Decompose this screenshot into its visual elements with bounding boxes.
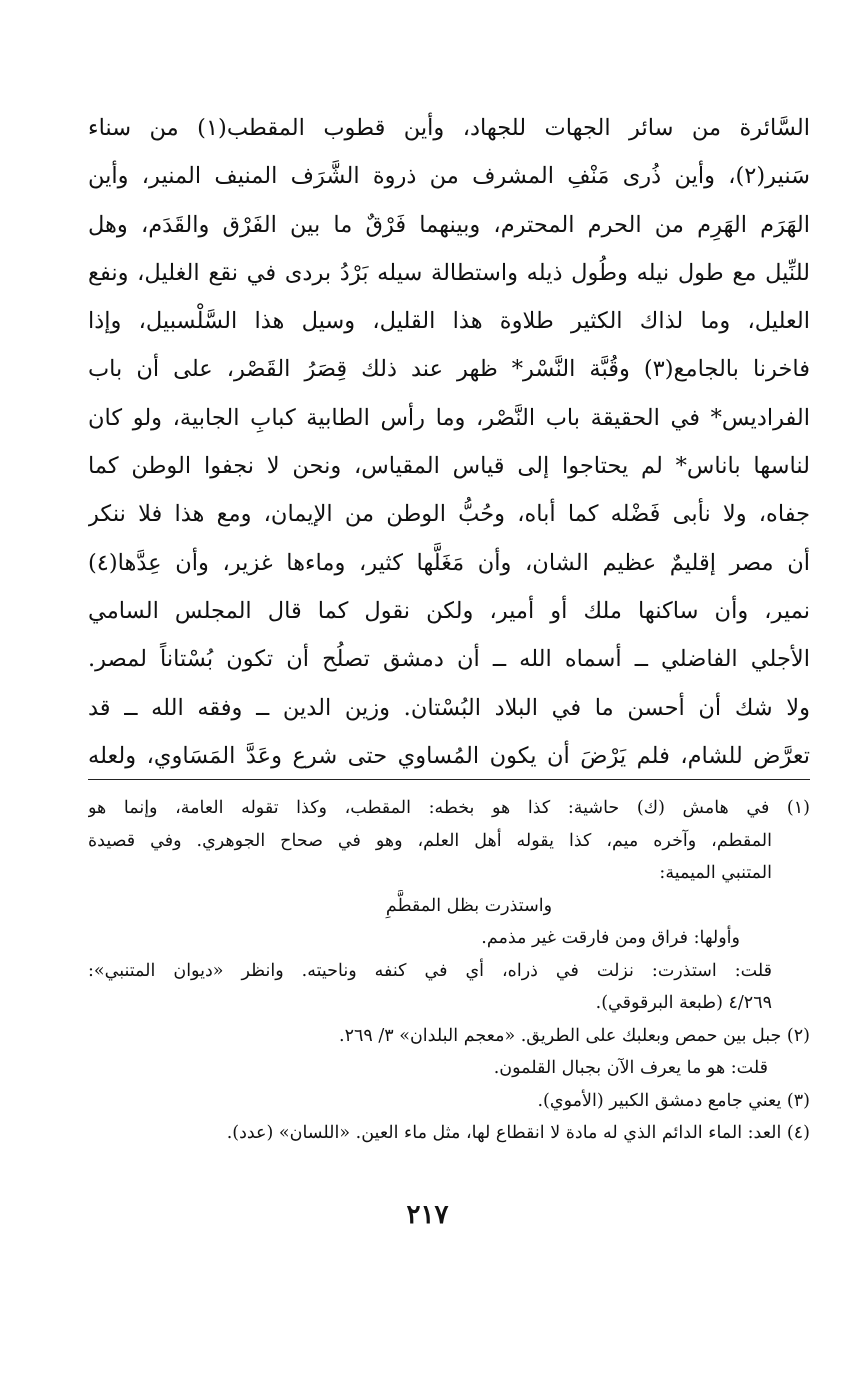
- footnote-2-line-2: قلت: هو ما يعرف الآن بجبال القلمون.: [493, 1058, 768, 1078]
- footnote-1-verse: واستذرت بظل المقطَّمِ: [385, 895, 553, 916]
- text-line-14: تعرَّض للشام، فلم يَرْضَ أن يكون المُساوي حتى شرع وعَدَّ المَسَاوي، ولعله: [88, 742, 810, 769]
- text-line-7: الفراديس* في الحقيقة باب النَّصْر، وما رأس الطابية كبابِ الجابية، ولو كان: [88, 404, 810, 431]
- main-text-block: [88, 104, 810, 780]
- footnote-1-line-1: (١) في هامش (ك) حاشية: كذا هو بخطه: المقطب، وكذا تقوله العامة، وإنما هو: [88, 798, 810, 818]
- footnote-2-line-1: (٢) جبل بين حمص وبعلبك على الطريق. «معجم البلدان» ٣/ ٢٦٩.: [339, 1025, 810, 1046]
- text-line-12: الأجلي الفاضلي ــ أسماه الله ــ أن دمشق تصلُح أن تكون بُسْتاناً لمصر.: [88, 646, 810, 673]
- text-line-4: للنِّيل مع طول نيله وطُول ذيله واستطالة سيله بَرْدُ بردى في نقع الغليل، ونفع: [88, 259, 810, 286]
- text-line-6: فاخرنا بالجامع(٣) وقُبَّة النَّسْر* ظهر عند ذلك قِصَرُ القَصْر، على أن باب: [88, 356, 810, 383]
- text-line-9: جفاه، ولا نأبى فَضْله كما أباه، وحُبُّ الوطن من الإيمان، ومع هذا فلا ننكر: [88, 501, 810, 528]
- footnote-1-line-2: المقطم، وآخره ميم، كذا يقوله أهل العلم، وهو في صحاح الجوهري. وفي قصيدة: [88, 830, 772, 851]
- footnote-1-line-4: وأولها: فراق ومن فارقت غير مذمم.: [481, 928, 740, 948]
- text-line-2: سَنير(٢)، وأين ذُرى مَنْفِ المشرف من ذروة الشَّرَف المنيف المنير، وأين: [88, 163, 810, 190]
- footnote-1-line-3: المتنبي الميمية:: [659, 863, 772, 883]
- page-number: ٢١٧: [406, 1200, 449, 1230]
- footnote-4-line-1: (٤) العد: الماء الدائم الذي له مادة لا انقطاع لها، مثل ماء العين. «اللسان» (عدد).: [226, 1123, 810, 1143]
- footnote-1-line-5: قلت: استذرت: نزلت في ذراه، أي في كنفه وناحيته. وانظر «ديوان المتنبي»:: [88, 960, 772, 981]
- text-line-11: نمير، وأن ساكنها ملك أو أمير، ولكن نقول كما قال المجلس السامي: [88, 597, 810, 624]
- text-line-3: الهَرَم الهَرِم من الحرم المحترم، وبينهما فَرْقٌ ما بين الفَرْق والقَدَم، وهل: [88, 211, 810, 238]
- footnote-1-line-6: ٤/٢٦٩ (طبعة البرقوقي).: [595, 993, 772, 1013]
- text-line-5: العليل، وما لذاك الكثير طلاوة هذا القليل، وسيل هذا السَّلْسبيل، وإذا: [88, 308, 810, 335]
- text-line-13: ولا شك أن أحسن ما في البلاد البُسْتان. وزين الدين ــ وفقه الله ــ قد: [88, 694, 810, 721]
- text-line-10: أن مصر إقليمٌ عظيم الشان، وأن مَغَلَّها كثير، وماءها غزير، وأن عِدَّها(٤): [88, 549, 810, 576]
- text-line-8: لناسها باناس* لم يحتاجوا إلى قياس المقياس، ونحن لا نجفوا الوطن كما: [88, 453, 810, 480]
- footnote-3-line-1: (٣) يعني جامع دمشق الكبير (الأموي).: [537, 1090, 810, 1111]
- footnote-separator: [88, 779, 810, 780]
- text-line-1: السَّائرة من سائر الجهات للجهاد، وأين قطوب المقطب(١) من سناء: [88, 115, 810, 141]
- footnotes-block: [88, 792, 810, 1150]
